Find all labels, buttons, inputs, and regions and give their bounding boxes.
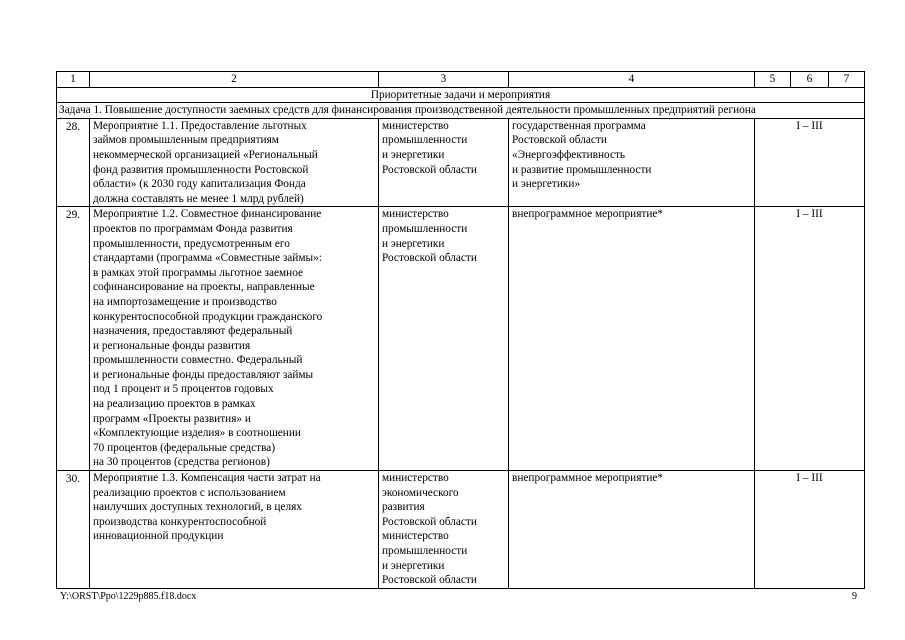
description-line: на импортозамещение и производство bbox=[93, 295, 277, 308]
description-line: промышленности совместно. Федеральный bbox=[93, 354, 303, 367]
description-line: займов промышленным предприятиям bbox=[93, 134, 279, 147]
responsible-org bbox=[379, 471, 509, 589]
col-header: 3 bbox=[379, 72, 509, 88]
description-line: на 30 процентов (средства регионов) bbox=[93, 456, 270, 469]
program-source bbox=[509, 207, 755, 471]
program-line: государственная программа bbox=[512, 119, 646, 132]
table-row bbox=[57, 471, 865, 589]
footer-file-path: Y:\ORST\Ppo\1229p885.f18.docx bbox=[60, 591, 197, 602]
footer-page-number: 9 bbox=[852, 591, 857, 602]
document-table-wrapper bbox=[56, 71, 864, 589]
description-line: наилучших доступных технологий, в целях bbox=[93, 501, 302, 514]
description-line: и региональные фонды предоставляют займы bbox=[93, 368, 314, 381]
description-line: промышленности, предусмотренным его bbox=[93, 237, 290, 250]
org-line: Ростовской области bbox=[382, 252, 477, 265]
description-line: инновационной продукции bbox=[93, 530, 224, 543]
section-title: Приоритетные задачи и мероприятия bbox=[57, 87, 865, 103]
program-line: Ростовской области bbox=[512, 134, 607, 147]
org-line: Ростовской области bbox=[382, 574, 477, 587]
col-header: 7 bbox=[829, 72, 865, 88]
org-line: промышленности bbox=[382, 222, 468, 235]
section-title-row bbox=[57, 87, 865, 103]
org-line: министерство bbox=[382, 472, 449, 485]
description-line: и региональные фонды развития bbox=[93, 339, 251, 352]
description-line: софинансирование на проекты, направленные bbox=[93, 281, 315, 294]
responsible-org bbox=[379, 118, 509, 207]
task-title: Задача 1. Повышение доступности заемных средств для финансирования производственной деятельности промышленных предприятий региона bbox=[57, 103, 865, 119]
responsible-org bbox=[379, 207, 509, 471]
description-line: Мероприятие 1.3. Компенсация части затрат на bbox=[93, 472, 321, 485]
row-number: 28. bbox=[57, 118, 90, 207]
description-line: Мероприятие 1.1. Предоставление льготных bbox=[93, 119, 307, 132]
description-line: некоммерческой организацией «Региональный bbox=[93, 148, 318, 161]
program-source bbox=[509, 118, 755, 207]
org-line: Ростовской области bbox=[382, 163, 477, 176]
description-line: стандартами (программа «Совместные займы»: bbox=[93, 252, 322, 265]
description-line: в рамках этой программы льготное заемное bbox=[93, 266, 304, 279]
description-line: «Комплектующие изделия» в соотношении bbox=[93, 427, 301, 440]
program-line: внепрограммное мероприятие* bbox=[512, 208, 664, 221]
program-line: «Энергоэффективность bbox=[512, 148, 626, 161]
org-line: министерство bbox=[382, 208, 449, 221]
description-line: области» (к 2030 году капитализация Фонда bbox=[93, 178, 306, 191]
description-line: производства конкурентоспособной bbox=[93, 515, 267, 528]
task-title-row bbox=[57, 103, 865, 119]
org-line: промышленности bbox=[382, 545, 468, 557]
col-header: 1 bbox=[57, 72, 90, 88]
description-line: должна составлять не менее 1 млрд рублей) bbox=[93, 192, 304, 205]
col-header: 6 bbox=[791, 72, 829, 88]
description-line: на реализацию проектов в рамках bbox=[93, 398, 256, 411]
measure-description bbox=[90, 207, 379, 471]
implementation-period: I – III bbox=[755, 207, 865, 471]
org-line: и энергетики bbox=[382, 148, 445, 161]
row-number: 30. bbox=[57, 471, 90, 589]
org-line: Ростовской области bbox=[382, 515, 477, 528]
measures-table bbox=[56, 71, 865, 589]
col-header: 5 bbox=[755, 72, 791, 88]
org-line: промышленности bbox=[382, 134, 468, 147]
org-line: и энергетики bbox=[382, 237, 445, 250]
program-line: и развитие промышленности bbox=[512, 163, 652, 176]
description-line: 70 процентов (федеральные средства) bbox=[93, 441, 276, 454]
implementation-period: I – III bbox=[755, 471, 865, 589]
description-line: программ «Проекты развития» и bbox=[93, 412, 251, 425]
program-line: внепрограммное мероприятие* bbox=[512, 472, 664, 485]
measure-description bbox=[90, 471, 379, 589]
org-line: и энергетики bbox=[382, 559, 445, 572]
table-row bbox=[57, 118, 865, 207]
col-header: 4 bbox=[509, 72, 755, 88]
program-line: и энергетики» bbox=[512, 178, 581, 191]
description-line: фонд развития промышленности Ростовской bbox=[93, 163, 309, 176]
program-source bbox=[509, 471, 755, 589]
org-line: министерство bbox=[382, 530, 449, 543]
implementation-period: I – III bbox=[755, 118, 865, 207]
column-number-row bbox=[57, 72, 865, 88]
table-row bbox=[57, 207, 865, 471]
description-line: проектов по программам Фонда развития bbox=[93, 222, 293, 235]
description-line: Мероприятие 1.2. Совместное финансирование bbox=[93, 208, 322, 221]
org-line: министерство bbox=[382, 119, 449, 132]
description-line: под 1 процент и 5 процентов годовых bbox=[93, 383, 274, 396]
org-line: экономического bbox=[382, 486, 459, 499]
row-number: 29. bbox=[57, 207, 90, 471]
col-header: 2 bbox=[90, 72, 379, 88]
description-line: назначения, предоставляют федеральный bbox=[93, 325, 293, 338]
description-line: реализацию проектов с использованием bbox=[93, 486, 286, 499]
description-line: конкурентоспособной продукции гражданского bbox=[93, 310, 323, 323]
org-line: развития bbox=[382, 501, 425, 514]
measure-description bbox=[90, 118, 379, 207]
